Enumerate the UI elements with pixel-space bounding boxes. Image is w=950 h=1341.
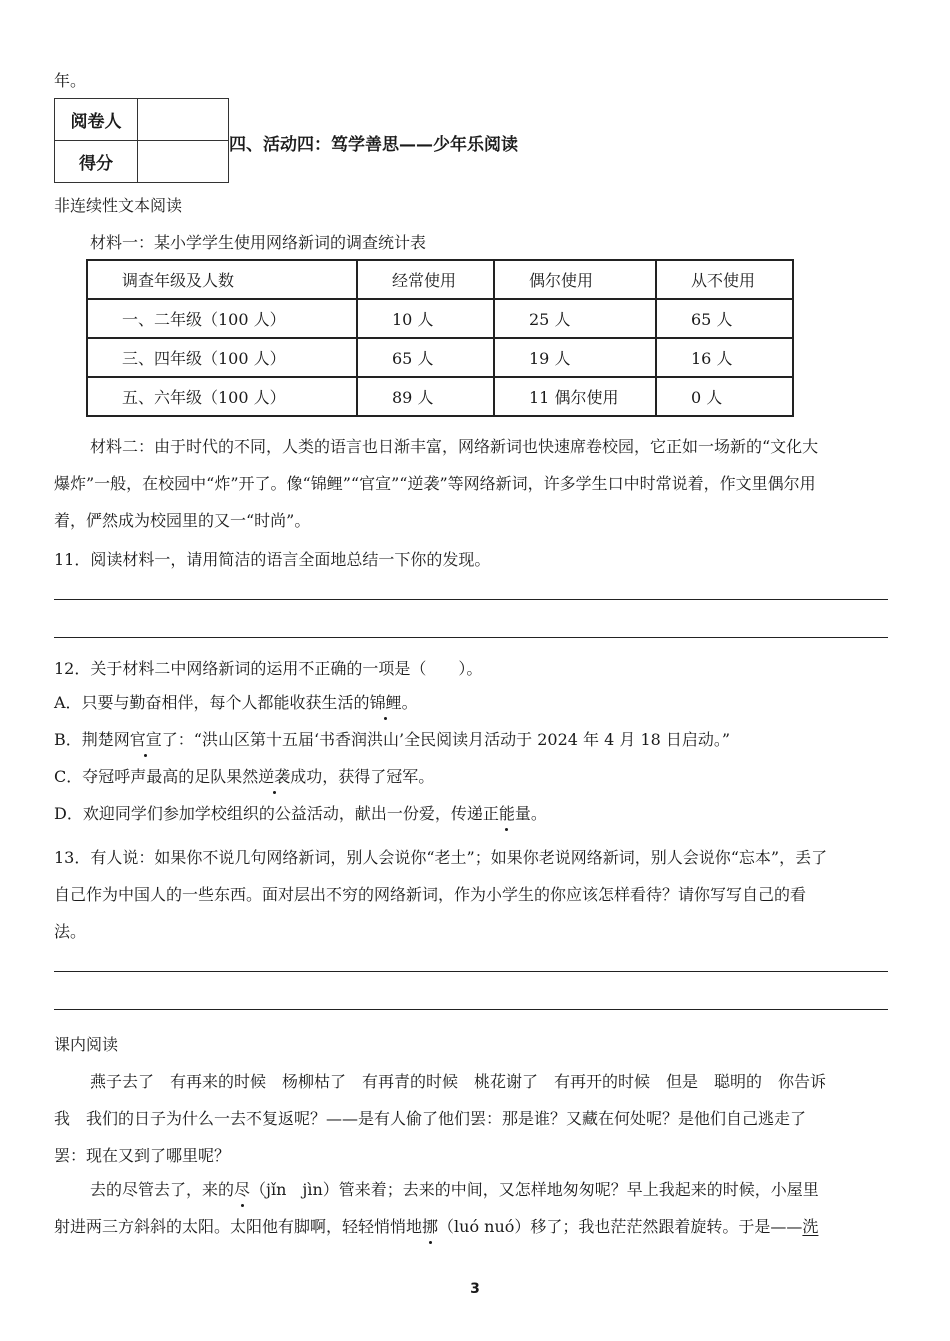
- question-11: 11．阅读材料一，请用简洁的语言全面地总结一下你的发现。: [54, 550, 491, 569]
- table-cell: 一、二年级（100 人）: [87, 299, 357, 338]
- material2-line: 材料二：由于时代的不同，人类的语言也日渐丰富，网络新词也快速席卷校园，它正如一场新的“文化大: [90, 437, 819, 456]
- table-cell: 19 人: [494, 338, 656, 377]
- table-cell: 25 人: [494, 299, 656, 338]
- option-a-end: 。: [401, 693, 418, 712]
- emphasis-dot-char: 尽: [234, 1177, 250, 1200]
- answer-line[interactable]: [54, 599, 888, 600]
- option-b[interactable]: [54, 727, 730, 750]
- table-cell: 0 人: [656, 377, 793, 416]
- material1-title: 材料一：某小学学生使用网络新词的调查统计表: [90, 233, 427, 252]
- option-d-text: D．欢迎同学们参加学校组织的公益活动，献出一份爱，传递: [54, 804, 483, 823]
- answer-line[interactable]: [54, 971, 888, 972]
- score-field[interactable]: [138, 141, 229, 183]
- passage-text: （jǐn jìn）管来着；去来的中间，又怎样地匆匆呢？早上我起来的时候，小屋里: [250, 1180, 819, 1199]
- table-cell: 89 人: [357, 377, 494, 416]
- emphasis-dot-word: 锦鲤: [370, 690, 402, 713]
- carryover-text: 年。: [54, 71, 87, 90]
- table-cell: 11 偶尔使用: [494, 377, 656, 416]
- option-d[interactable]: [54, 801, 547, 824]
- question-13-line: 自己作为中国人的一些东西。面对层出不穷的网络新词，作为小学生的你应该怎样看待？请你写写自己的看: [54, 885, 807, 904]
- option-a-text: A．只要与勤奋相伴，每个人都能收获生活的: [54, 693, 370, 712]
- section-title: 四、活动四：笃学善思——少年乐阅读: [229, 135, 518, 155]
- table-header: 偶尔使用: [494, 260, 656, 299]
- table-row: [87, 377, 793, 416]
- passage-line: 罢：现在又到了哪里呢？: [54, 1146, 231, 1165]
- table-row: [87, 299, 793, 338]
- table-cell: 65 人: [357, 338, 494, 377]
- reviewer-label: 阅卷人: [55, 99, 138, 141]
- passage-text: 射进两三方斜斜的太阳。太阳他有脚啊，轻轻悄悄地: [54, 1217, 423, 1236]
- answer-line[interactable]: [54, 637, 888, 638]
- nonlinear-heading: 非连续性文本阅读: [54, 196, 183, 215]
- option-b-end: 了：“洪山区第十五届‘书香润洪山’全民阅读月活动于 2024 年 4 月 18 日启动。”: [161, 730, 731, 749]
- table-cell: 16 人: [656, 338, 793, 377]
- option-a[interactable]: [54, 690, 418, 713]
- in-class-heading: 课内阅读: [54, 1035, 119, 1054]
- reviewer-field[interactable]: [138, 99, 229, 141]
- passage-line: 燕子去了 有再来的时候 杨柳枯了 有再青的时候 桃花谢了 有再开的时候 但是 聪明的 你告诉: [90, 1072, 827, 1091]
- option-c[interactable]: [54, 764, 434, 787]
- material2-line: 爆炸”一般，在校园中“炸”开了。像“锦鲤”“官宣”“逆袭”等网络新词，许多学生口中时常说着，作文里偶尔用: [54, 474, 816, 493]
- emphasis-dot-word: 正能量: [483, 801, 531, 824]
- option-d-end: 。: [530, 804, 547, 823]
- passage-text: 去的尽管去了，来的: [90, 1180, 235, 1199]
- emphasis-dot-word: 逆袭: [258, 764, 290, 787]
- score-label: 得分: [55, 141, 138, 183]
- table-header: 调查年级及人数: [87, 260, 357, 299]
- option-b-text: B．荆楚网: [54, 730, 130, 749]
- survey-table: [86, 259, 794, 417]
- passage-line: [54, 1214, 818, 1237]
- passage-line: [90, 1177, 819, 1200]
- table-cell: 三、四年级（100 人）: [87, 338, 357, 377]
- answer-line[interactable]: [54, 1009, 888, 1010]
- table-header-row: [87, 260, 793, 299]
- page-number: 3: [470, 1281, 480, 1297]
- question-12-stem: 12．关于材料二中网络新词的运用不正确的一项是（ ）。: [54, 659, 483, 678]
- question-13-line: 法。: [54, 922, 87, 941]
- underlined-text: 洗: [802, 1217, 819, 1236]
- material2-line: 着，俨然成为校园里的又一“时尚”。: [54, 511, 311, 530]
- score-box: [54, 98, 229, 183]
- table-cell: 五、六年级（100 人）: [87, 377, 357, 416]
- table-header: 经常使用: [357, 260, 494, 299]
- table-header: 从不使用: [656, 260, 793, 299]
- table-cell: 65 人: [656, 299, 793, 338]
- option-c-end: 成功，获得了冠军。: [290, 767, 435, 786]
- emphasis-dot-char: 挪: [422, 1214, 438, 1237]
- question-13-line: 13．有人说：如果你不说几句网络新词，别人会说你“老土”；如果你老说网络新词，别人会说你“忘本”，丢了: [54, 848, 828, 867]
- table-cell: 10 人: [357, 299, 494, 338]
- passage-line: 我 我们的日子为什么一去不复返呢？——是有人偷了他们罢：那是谁？又藏在何处呢？是他们自己逃走了: [54, 1109, 807, 1128]
- emphasis-dot-word: 官宣: [130, 727, 162, 750]
- table-row: [87, 338, 793, 377]
- passage-text: （luó nuó）移了；我也茫茫然跟着旋转。于是——: [438, 1217, 803, 1236]
- option-c-text: C．夺冠呼声最高的足队果然: [54, 767, 259, 786]
